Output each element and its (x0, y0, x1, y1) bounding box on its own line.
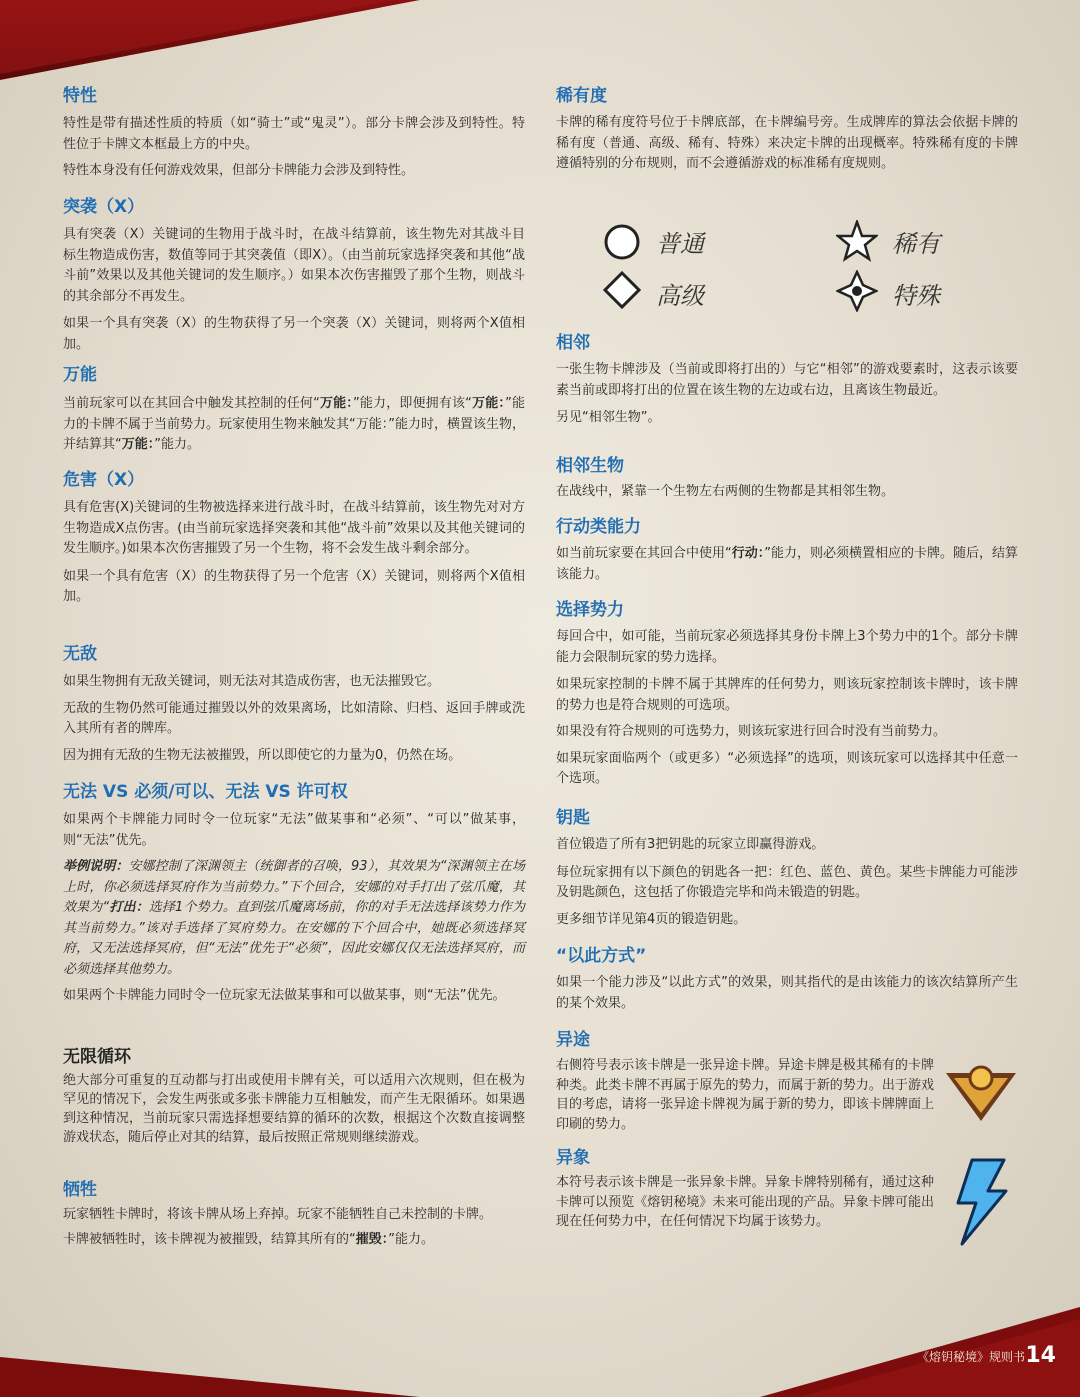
action-text-a: 如当前玩家要在其回合中使用“ (556, 546, 732, 561)
heading-cannot: 无法 VS 必须/可以、无法 VS 许可权 (63, 782, 348, 802)
neighbor-para-1: 一张生物卡牌涉及（当前或即将打出的）与它“相邻”的游戏要素时，这表示该要素当前或即将打出的位置在该生物的左边或右边，且离该生物最近。 (556, 362, 1018, 398)
rarity-rare-label: 稀有 (892, 230, 940, 258)
maverick-para: 右侧符号表示该卡牌是一张异途卡牌。异途卡牌是极其稀有的卡牌种类。此类卡牌不再属于原先的势力，而属于新的势力。出于游戏目的考虑，请将一张异途卡牌视为属于新的势力，即该卡牌牌面上印刷的势力。 (556, 1058, 934, 1132)
assault-para-1: 具有突袭（X）关键词的生物用于战斗时，在战斗结算前，该生物先对其战斗目标生物造成伤害，数值等同于其突袭值（即X）。（由当前玩家选择突袭和其他“战斗前”效果以及其他关键词的发生顺序。）如果本次伤害摧毁了那个生物，则战斗的其余部分不再发生。 (63, 227, 526, 304)
invuln-para-2: 无敌的生物仍然可能通过摧毁以外的效果离场，比如清除、归档、返回手牌或洗入其所有者的牌库。 (63, 700, 525, 736)
heading-neighbors: 相邻生物 (556, 456, 624, 476)
section-action (556, 517, 1018, 585)
keys-para-3: 更多细节详见第4页的锻造钥匙。 (556, 911, 747, 927)
sacrifice-para-2 (63, 1230, 525, 1251)
action-para (556, 544, 1018, 585)
section-loop (63, 1047, 525, 1147)
rarity-uncommon-label: 高级 (656, 282, 704, 310)
section-omni (63, 365, 525, 456)
omni-text-c: ”能力的卡牌不属于当前势力。玩家使用生物来触发其“万能：”能力时，横置该生物，并结算其“ (63, 396, 525, 452)
section-this-way (556, 946, 1018, 1014)
invuln-para-1: 如果生物拥有无敌关键词，则无法对其造成伤害，也无法摧毁它。 (63, 674, 441, 689)
heading-action: 行动类能力 (556, 517, 641, 537)
rarity-special-label: 特殊 (892, 282, 940, 310)
trait-para-2: 特性本身没有任何游戏效果，但部分卡牌能力会涉及到特性。 (63, 163, 415, 178)
example-bold: 打出： (109, 900, 149, 915)
trait-para-1: 特性是带有描述性质的特质（如“骑士”或“鬼灵”）。部分卡牌会涉及到特性。特性位于卡牌文本框最上方的中央。 (63, 116, 525, 152)
bottom-red-frame (0, 1287, 1080, 1397)
section-sacrifice (63, 1180, 525, 1251)
page-number: 14 (1025, 1343, 1056, 1368)
house-para-3: 如果没有符合规则的可选势力，则该玩家进行回合时没有当前势力。 (556, 724, 947, 739)
section-house (556, 600, 1018, 790)
heading-house: 选择势力 (556, 600, 624, 620)
section-trait (63, 86, 525, 182)
example-label: 举例说明： (63, 859, 129, 874)
special-star-icon (836, 270, 878, 312)
heading-anomaly: 异象 (556, 1148, 590, 1168)
loop-para: 绝大部分可重复的互动都与打出或使用卡牌有关，可以适用六次规则，但在极为罕见的情况下，会发生两张或多张卡牌能力互相触发，而产生无限循环。如果遇到这种情况，当前玩家只需选择想要结算的循环的次数，根据这个次数直接调整游戏状态，随后停止对其的结算，最后按照正常规则继续游戏。 (63, 1073, 525, 1145)
section-anomaly (556, 1148, 934, 1232)
omni-bold-1: 万能： (319, 396, 353, 411)
rarity-common-label: 普通 (656, 230, 704, 258)
cannot-example (63, 857, 525, 980)
house-para-4: 如果玩家面临两个（或更多）“必须选择”的选项，则该玩家可以选择其中任意一个选项。 (556, 750, 1018, 786)
omni-text-d: ”能力。 (154, 437, 201, 452)
thisway-para: 如果一个能力涉及“以此方式”的效果，则其指代的是由该能力的该次结算所产生的某个效果。 (556, 975, 1018, 1011)
section-maverick (556, 1030, 934, 1134)
neighbors-para: 在战线中，紧靠一个生物左右两侧的生物都是其相邻生物。 (556, 484, 895, 499)
maverick-icon (944, 1063, 1018, 1123)
heading-this-way: “以此方式” (556, 946, 647, 966)
action-bold: 行动： (731, 546, 765, 561)
neighbor-para-2: 另见“相邻生物”。 (556, 410, 661, 425)
section-assault (63, 197, 525, 355)
heading-maverick: 异途 (556, 1030, 590, 1050)
example-text-a: 安娜控制了深渊领主（统御者的召唤，93），其效果为“深渊领主在场上时，你必须选择冥府作为当前势力。”下个回合，安娜的对手打出了弦爪魔，其效果为“ (63, 859, 525, 915)
sacrifice-bold: 摧毁： (355, 1232, 389, 1247)
cannot-para-3: 如果两个卡牌能力同时令一位玩家无法做某事和可以做某事，则“无法”优先。 (63, 988, 506, 1003)
heading-keys: 钥匙 (556, 808, 590, 828)
cannot-para-1: 如果两个卡牌能力同时令一位玩家“无法”做某事和“必须”、“可以”做某事，则“无法”优先。 (63, 812, 525, 848)
section-cannot (63, 782, 525, 1007)
omni-text-b: ”能力，即便拥有该“ (352, 396, 472, 411)
assault-para-2: 如果一个具有突袭（X）的生物获得了另一个突袭（X）关键词，则将两个X值相加。 (63, 316, 525, 352)
footer-book-title: 《熔钥秘境》规则书 (916, 1350, 1025, 1364)
house-para-2: 如果玩家控制的卡牌不属于其牌库的任何势力，则该玩家控制该卡牌时，该卡牌的势力也是符合规则的可选项。 (556, 677, 1018, 713)
heading-invulnerable: 无敌 (63, 644, 97, 664)
invuln-para-3: 因为拥有无敌的生物无法被摧毁，所以即使它的力量为0，仍然在场。 (63, 747, 462, 763)
omni-text-a: 当前玩家可以在其回合中触发其控制的任何“ (63, 396, 320, 411)
hazard-para-1: 具有危害(X)关键词的生物被选择来进行战斗时，在战斗结算前，该生物先对对方生物造成X点伤害。(由当前玩家选择突袭和其他“战斗前”效果以及其他关键词的发生顺序。)如果本次伤害摧毁了另一个生物，将不会发生战斗剩余部分。 (63, 500, 525, 556)
heading-trait: 特性 (63, 86, 97, 106)
top-red-frame (0, 0, 1080, 90)
heading-neighbor: 相邻 (556, 333, 590, 353)
omni-para (63, 394, 525, 456)
section-keys (556, 808, 1018, 930)
common-circle-icon (602, 222, 642, 262)
omni-bold-2: 万能： (471, 396, 506, 411)
uncommon-diamond-icon (602, 270, 642, 310)
heading-rarity: 稀有度 (556, 86, 607, 106)
heading-loop: 无限循环 (63, 1047, 131, 1067)
heading-assault: 突袭（X） (63, 197, 145, 217)
heading-hazard: 危害（X） (63, 470, 145, 490)
section-invulnerable (63, 644, 525, 766)
section-neighbor (556, 333, 1018, 429)
anomaly-para: 本符号表示该卡牌是一张异象卡牌。异象卡牌特别稀有，通过这种卡牌可以预览《熔钥秘境》未来可能出现的产品。异象卡牌可能出现在任何势力中，在任何情况下均属于该势力。 (556, 1175, 934, 1229)
keys-para-1: 首位锻造了所有3把钥匙的玩家立即赢得游戏。 (556, 837, 825, 852)
omni-bold-3: 万能： (121, 437, 155, 452)
action-text-b: ”能力，则必须横置相应的卡牌。随后，结算该能力。 (556, 546, 1019, 582)
anomaly-lightning-icon (952, 1157, 1010, 1247)
section-neighbors (556, 456, 1018, 503)
section-hazard (63, 470, 525, 608)
section-rarity (556, 86, 1018, 175)
heading-sacrifice: 牺牲 (63, 1180, 97, 1200)
sacrifice-para-1: 玩家牺牲卡牌时，将该卡牌从场上弃掉。玩家不能牺牲自己未控制的卡牌。 (63, 1207, 493, 1222)
keys-para-2: 每位玩家拥有以下颜色的钥匙各一把：红色、蓝色、黄色。某些卡牌能力可能涉及钥匙颜色，这包括了你锻造完毕和尚未锻造的钥匙。 (556, 864, 1018, 900)
sacrifice-text-a: 卡牌被牺牲时，该卡牌视为被摧毁，结算其所有的“ (63, 1232, 356, 1247)
rarity-para: 卡牌的稀有度符号位于卡牌底部，在卡牌编号旁。生成牌库的算法会依据卡牌的稀有度（普通、高级、稀有、特殊）来决定卡牌的出现概率。特殊稀有度的卡牌遵循特别的分布规则，而不会遵循游戏的标准稀有度规则。 (556, 115, 1018, 171)
sacrifice-text-b: ”能力。 (388, 1232, 435, 1247)
example-text-b: 选择1个势力。直到弦爪魔离场前，你的对手无法选择该势力作为其当前势力。”该对手选择了冥府势力。在安娜的下个回合中，她既必须选择冥府，又无法选择冥府，但“无法”优先于“必须”，因此安娜仅仅无法选择冥府，而必须选择其他势力。 (63, 900, 525, 977)
hazard-para-2: 如果一个具有危害（X）的生物获得了另一个危害（X）关键词，则将两个X值相加。 (63, 568, 525, 604)
heading-omni: 万能 (63, 365, 97, 385)
house-para-1: 每回合中，如可能，当前玩家必须选择其身份卡牌上3个势力中的1个。部分卡牌能力会限制玩家的势力选择。 (556, 629, 1018, 665)
rare-star-icon (836, 220, 878, 262)
